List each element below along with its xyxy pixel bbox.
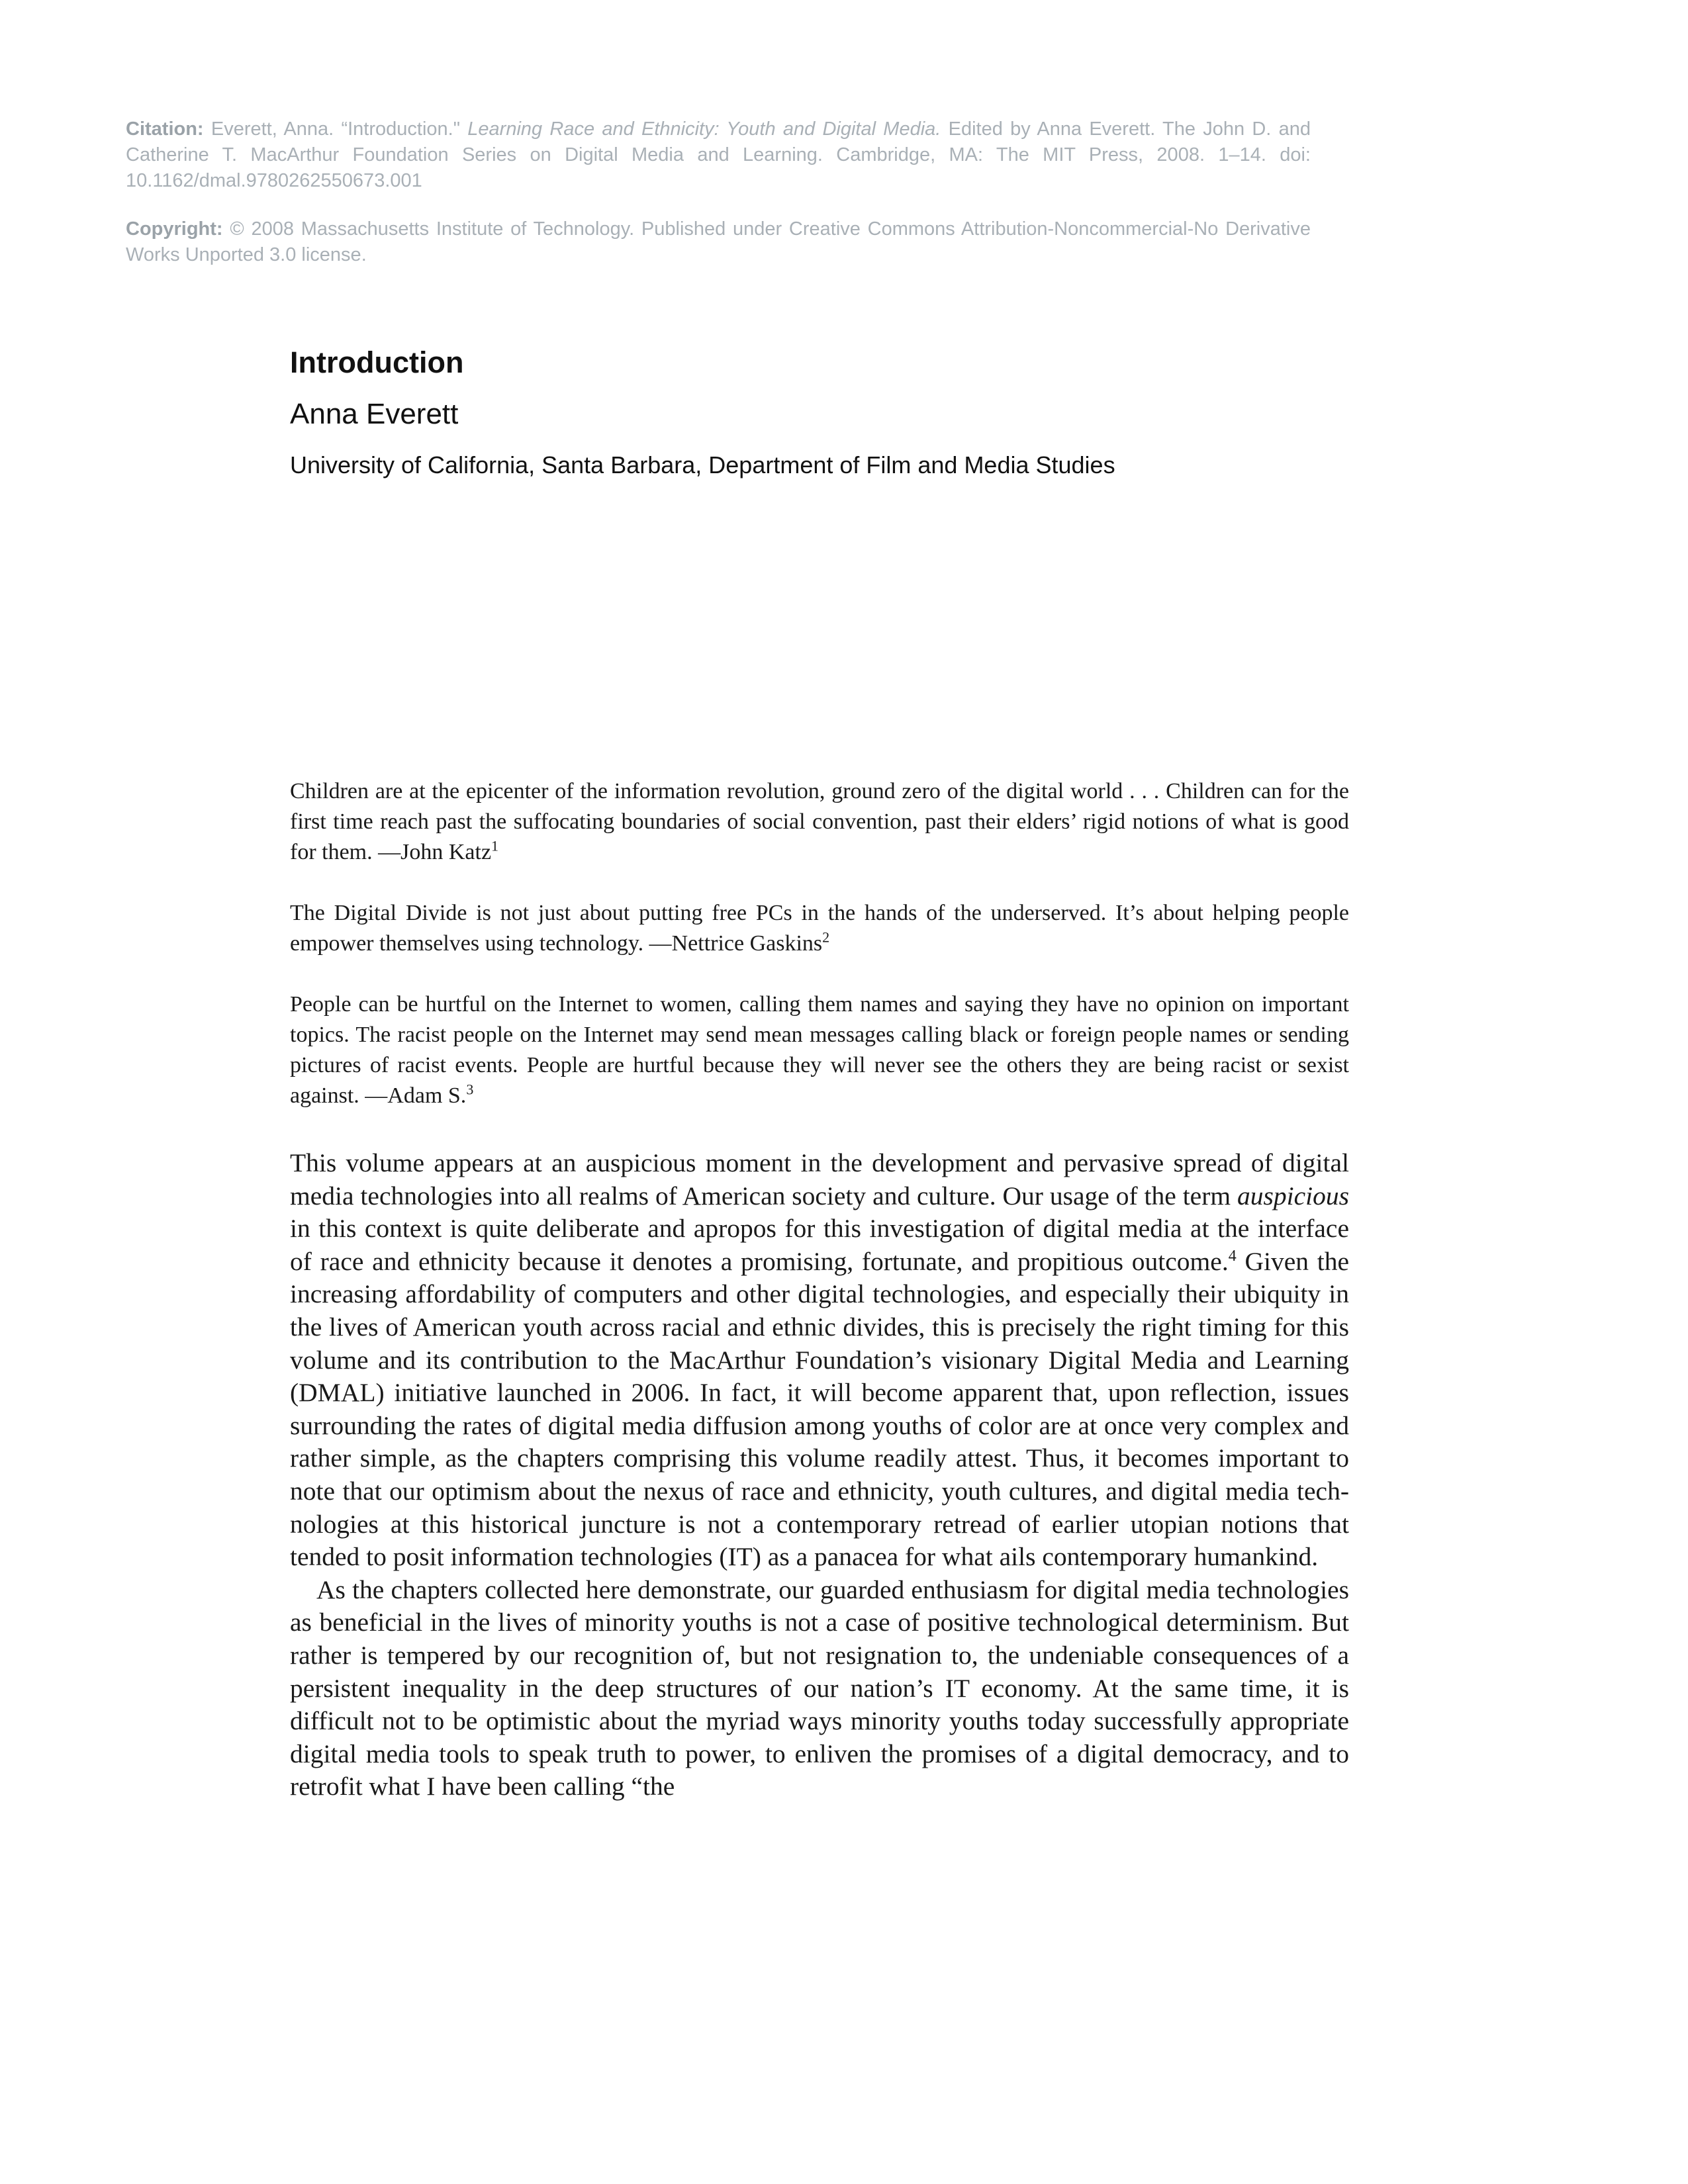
citation-text-before: Everett, Anna. “Introduction." [203, 118, 468, 140]
citation [126, 116, 1311, 194]
copyright-text: © 2008 Massachusetts Institute of Technology. Published under Creative Commons Attribution-Noncommercial-No Derivative Works Unported 3.0 license. [126, 218, 1311, 265]
citation-header [126, 116, 1311, 291]
body-text-run: in this context is quite deliberate and apropos for this investigation of digital media at the interface of race and ethnicity because it denotes a promising, fortunate, and propitious outcome. [290, 1214, 1349, 1276]
epigraph-adam [290, 989, 1349, 1111]
copyright-label: Copyright: [126, 218, 223, 240]
epigraph-text: Children are at the epicenter of the information revolution, ground zero of the digital world . . . Children can for the first time reach past the suffocating boundaries of social convention, past their elders’ rigid notions of what is good for them. —John Katz [290, 779, 1349, 864]
footnote-ref-4[interactable]: 4 [1228, 1247, 1237, 1265]
epigraphs [290, 776, 1349, 1142]
epigraph-text: People can be hurtful on the Internet to women, calling them names and saying they have no opinion on important topics. The racist people on the Internet may send mean messages calling black or foreign people names or sending pictures of racist events. People are hurtful because they will never see the others they are being racist or sexist against. —Adam S. [290, 992, 1349, 1108]
body-text-run: This volume appears at an auspicious moment in the development and pervasive spread of digital media technologies into all realms of American society and culture. Our usage of the term [290, 1148, 1349, 1210]
author-name: Anna Everett [290, 398, 459, 430]
footnote-ref-1[interactable]: 1 [491, 837, 499, 854]
body-paragraph-2: As the chapters collected here demonstrate, our guarded enthusiasm for digital media technologies as beneficial in the lives of minority youths is not a case of positive technological determinism. But rather is tempered by our recognition of, but not resignation to, the undeniable consequences of a persistent inequality in the deep structures of our nation’s IT economy. At the same time, it is difficult not to be optimistic about the myriad ways minority youths today successfully appropriate digital media tools to speak truth to power, to enliven the promises of a digital democracy, and to retrofit what I have been calling “the [290, 1574, 1349, 1801]
footnote-ref-3[interactable]: 3 [466, 1081, 474, 1098]
body-paragraph-1 [290, 1147, 1349, 1574]
body-text [290, 1147, 1349, 1803]
epigraph-gaskins [290, 898, 1349, 959]
chapter-header [290, 344, 1349, 480]
emphasis-auspicious: auspicious [1237, 1181, 1349, 1210]
body-text-run: Given the increasing affordability of computers and other digital technologies, and especially their ubiquity in the lives of American youth across racial and ethnic divides, this is precisely the right timing for this volume and its contribution to the MacArthur Foundation’s visionary Digital Media and Learning (DMAL) initiative launched in 2006. In fact, it will become apparent that, upon reflection, issues surrounding the rates of digital media diffusion among youths of color are at once very complex and rather simple, as the chapters comprising this volume readily attest. Thus, it becomes important to note that our optimism about the nexus of race and ethnicity, youth cultures, and digital media technologies at this historical juncture is not a contemporary retread of earlier utopian notions that tended to posit information technologies (IT) as a panacea for what ails contemporary humankind. [290, 1246, 1349, 1572]
author-affiliation: University of California, Santa Barbara, Department of Film and Media Studies [290, 451, 1115, 478]
citation-text-after: Edited by Anna Everett. The John D. and Catherine T. MacArthur Foundation Series on Digital Media and Learning. Cambridge, MA: The MIT Press, 2008. 1–14. doi: 10.1162/dmal.9780262550673.001 [126, 118, 1311, 191]
chapter-title: Introduction [290, 345, 464, 379]
citation-label: Citation: [126, 118, 204, 140]
citation-book-title: Learning Race and Ethnicity: Youth and Digital Media. [467, 118, 941, 140]
epigraph-katz [290, 776, 1349, 868]
epigraph-text: The Digital Divide is not just about putting free PCs in the hands of the underserved. It’s about helping people empower themselves using technology. —Nettrice Gaskins [290, 901, 1349, 956]
copyright [126, 216, 1311, 268]
footnote-ref-2[interactable]: 2 [822, 929, 830, 946]
